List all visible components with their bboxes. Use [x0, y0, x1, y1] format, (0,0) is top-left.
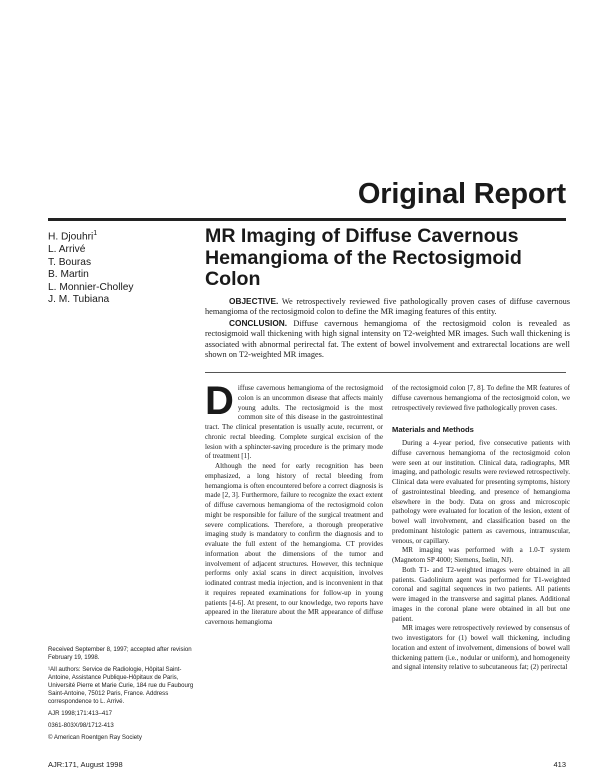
body-paragraph: MR images were retrospectively reviewed by consensus of two investigators for (1) bowel wall thickening, including location and extent of involvement, dimensions of bowel wall thickening pattern (i.e., nodular or uniform), and homogeneity and signal intensity relative to subcutaneous fat; (2) perirectal — [392, 624, 570, 672]
section-heading: Materials and Methods — [392, 425, 474, 435]
body-column-left — [205, 379, 383, 628]
page-number: 413 — [553, 760, 566, 769]
abstract-objective — [205, 296, 570, 318]
citation-note: AJR 1998;171:413–417 — [48, 710, 113, 717]
author-name: J. M. Tubiana — [48, 294, 110, 306]
body-column-right — [392, 384, 570, 673]
abstract-conclusion — [205, 318, 570, 361]
author-list — [48, 228, 198, 307]
article-title: MR Imaging of Diffuse Cavernous Hemangioma of the Rectosigmoid Colon — [205, 225, 522, 290]
body-paragraph: MR imaging was performed with a 1.0-T system (Magnetom SP 4000; Siemens, Iselin, NJ). — [392, 546, 570, 564]
section-divider — [48, 218, 566, 221]
section-title: Original Report — [357, 178, 566, 210]
author-name: T. Bouras — [48, 256, 92, 268]
conclusion-label: CONCLUSION. — [229, 317, 288, 328]
conclusion-text: Diffuse cavernous hemangioma of the rectosigmoid colon is revealed as rectosigmoid wall thickening with high signal intensity on T2-weighted MR images. Such wall thickening is associated with abnormal perirectal fat. The extent of bowel involvement and extrarectal locations are well shown on T2-weighted MR images. — [205, 318, 570, 360]
received-note: Received September 8, 1997; accepted after revision February 19, 1998. — [48, 646, 192, 661]
abstract-divider — [205, 372, 566, 373]
body-paragraph: Diffuse cavernous hemangioma of the rectosigmoid colon is an uncommon disease that affects mainly young adults. The rectosigmoid is the most common site of this disease in the gastrointestinal tract. The clinical presentation is usually acute, recurrent, or chronic rectal bleeding. Complete surgical excision of the lesion with a sphincter-saving procedure is the primary mode of treatment [1]. — [205, 379, 383, 461]
objective-label: OBJECTIVE. — [229, 296, 279, 306]
article-notes — [48, 646, 198, 746]
author-name: H. Djouhri$^1$ — [48, 230, 98, 243]
body-paragraph: Although the need for early recognition has been emphasized, a long history of rectal bleeding from hemangioma is often encountered before a correct diagnosis is made [2, 3]. Furthermore, failure to recognize the exact extent of diffuse cavernous hemangioma of the rectosigmoid colon might be responsible for failure of the surgical treatment and severe complications. Therefore, a thorough preoperative imaging study is mandatory to confirm the diagnosis and to evaluate the full extent of the hemangioma. CT provides information about the dimensions of the tumor and involvement of adjacent structures. However, this technique performs only axial scans in direct acquisition, involves iodinated contrast media injection, and is inconvenient in that it requires repeated examinations for follow-up in young patients [4-6]. At present, to our knowledge, two reports have appeared in the literature about the MR appearance of diffuse cavernous hemangioma — [205, 462, 383, 626]
abstract — [205, 296, 570, 360]
author-name: L. Monnier-Cholley — [48, 281, 134, 293]
copyright-note: © American Roentgen Ray Society — [48, 734, 142, 741]
body-paragraph: of the rectosigmoid colon [7, 8]. To define the MR features of diffuse cavernous hemangioma of the rectosigmoid colon, we retrospectively reviewed five pathologically proven cases. — [392, 384, 570, 412]
drop-cap: D — [205, 379, 234, 423]
issn-note: 0361-803X/98/1712-413 — [48, 722, 114, 729]
journal-footer: AJR:171, August 1998 — [48, 760, 123, 769]
body-paragraph: During a 4-year period, five consecutive patients with diffuse cavernous hemangioma of the rectosigmoid colon were seen at our institution. Clinical data, radiographs, MR imaging, and pathologic results were reviewed retrospectively. Clinical data were evaluated for presenting symptoms, history of gastrointestinal bleeding, and presence of hemangioma elsewhere in the body. Data on gross and microscopic pathology were evaluated for location of the lesion, extent of bowel wall involvement, and classification based on the predominant histologic pattern as cavernous, intramuscular, venous, or capillary. — [392, 439, 570, 545]
author-name: L. Arrivé — [48, 243, 86, 255]
affiliation-note: ¹All authors: Service de Radiologie, Hôpital Saint-Antoine, Assistance Publique-Hôpitaux de Paris, Université Pierre et Marie Curie, 184 rue du Faubourg Saint-Antoine, 75012 Paris, France. Address correspondence to L. Arrivé. — [48, 666, 194, 705]
body-paragraph: Both T1- and T2-weighted images were obtained in all patients. Gadolinium agent was performed for T1-weighted coronal and sagittal sequences in two patients. All patients were imaged in the transverse and sagittal planes. Additional images in the coronal plane were obtained in all but one patient. — [392, 565, 570, 623]
author-name: B. Martin — [48, 269, 89, 281]
objective-text: We retrospectively reviewed five pathologically proven cases of diffuse cavernous hemangioma of the rectosigmoid colon to define the MR imaging features of this entity. — [205, 297, 570, 317]
